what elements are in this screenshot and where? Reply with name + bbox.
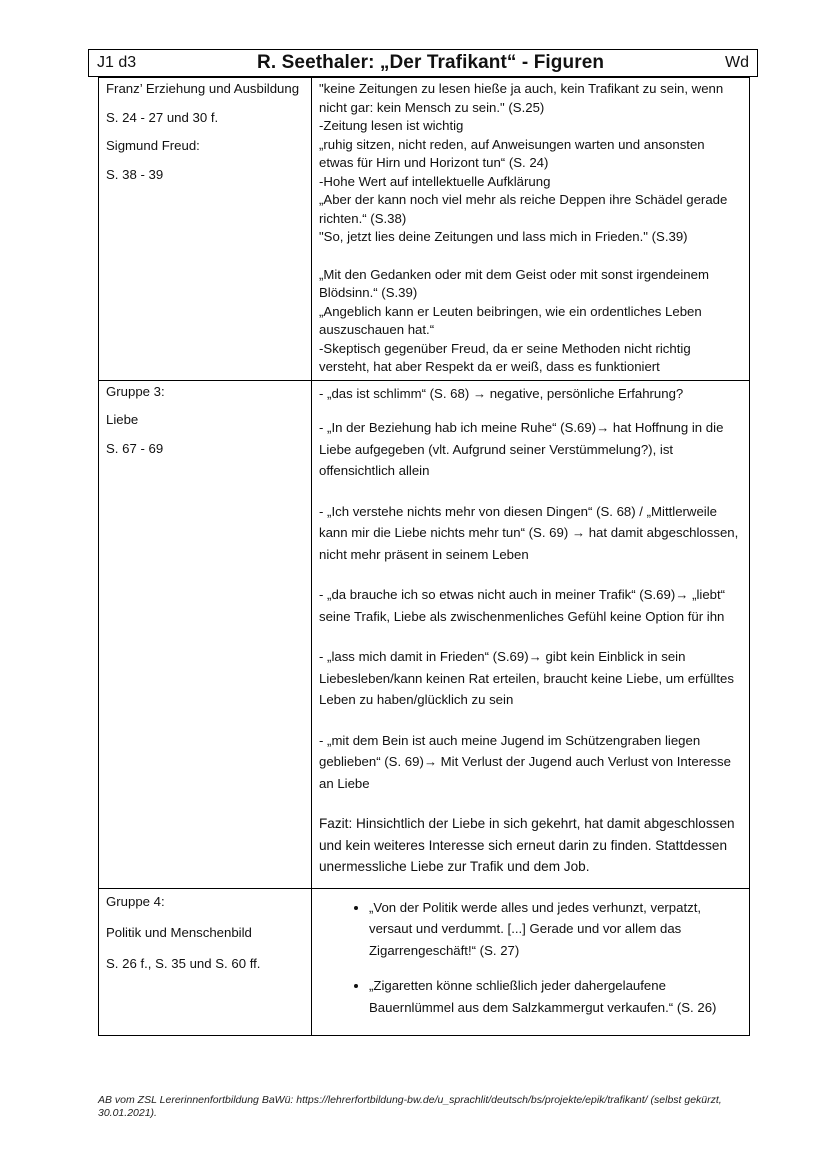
- conclusion-text: Fazit: Hinsichtlich der Liebe in sich gekehrt, hat damit abgeschlossen und kein weiteres Interesse sich erneut darin zu finden. Stattdessen unermessliche Liebe zur Trafik und dem Job.: [319, 816, 735, 874]
- topic-pages: S. 38 - 39: [106, 166, 164, 182]
- list-item: • „Zigaretten könne schließlich jeder dahergelaufene Bauernlümmel aus dem Salzkammergut verkaufen.“ (S. 26): [369, 975, 742, 1018]
- row-topic: [99, 78, 312, 381]
- topic-title: Sigmund Freud:: [106, 138, 200, 153]
- note-line: "keine Zeitungen zu lesen hieße ja auch, kein Trafikant zu sein, wenn nicht gar: kein Mensch zu sein." (S.25): [319, 81, 724, 115]
- table-row: [99, 78, 750, 381]
- course-code: J1 d3: [97, 54, 137, 71]
- note-line: „Aber der kann noch viel mehr als reiche Deppen ihre Schädel gerade richten.“ (S.38): [319, 192, 728, 226]
- table-row: [99, 380, 750, 888]
- note-line: "So, jetzt lies deine Zeitungen und lass mich in Frieden." (S.39): [319, 229, 688, 244]
- note-line: -Skeptisch gegenüber Freud, da er seine Methoden nicht richtig versteht, hat aber Respekt da er weiß, dass es funktioniert: [319, 340, 691, 374]
- page-title: R. Seethaler: „Der Trafikant“ - Figuren: [257, 52, 605, 73]
- row-topic: [99, 888, 312, 1036]
- list-item: • „Von der Politik werde alles und jedes verhunzt, verpatzt, versaut und verdummt. [...] Gerade und vor allem das Zigarrengeschäft!“ (S. 27): [369, 897, 742, 962]
- note-line: „ruhig sitzen, nicht reden, auf Anweisungen warten und ansonsten etwas für Hirn und Horizont tun“ (S. 24): [319, 136, 705, 170]
- note-line: - „In der Beziehung hab ich meine Ruhe“ (S.69)→ hat Hoffnung in die Liebe aufgegeben (vlt. Aufgrund seiner Verstümmelung?), ist offensichtlich allein: [319, 420, 724, 478]
- row-topic: [99, 380, 312, 888]
- row-notes: [312, 78, 750, 381]
- row-notes: [312, 380, 750, 888]
- topic-title: Politik und Menschenbild: [106, 924, 252, 940]
- note-line: - „Ich verstehe nichts mehr von diesen Dingen“ (S. 68) / „Mittlerweile kann mir die Liebe nichts mehr tun“ (S. 69) → hat damit abgeschlossen, nicht mehr präsent in seinem Leben: [319, 503, 739, 562]
- quote-list: [319, 897, 742, 1019]
- topic-title: Franz’ Erziehung und Ausbildung: [106, 81, 300, 96]
- topic-pages: S. 26 f., S. 35 und S. 60 ff.: [106, 955, 261, 971]
- topic-title: Liebe: [106, 412, 139, 427]
- topic-pages: S. 24 - 27 und 30 f.: [106, 109, 219, 125]
- note-line: - „da brauche ich so etwas nicht auch in meiner Trafik“ (S.69)→ „liebt“ seine Trafik, Liebe als zwischenmenliches Gefühl keine Option für ihn: [319, 587, 726, 624]
- row-notes: [312, 888, 750, 1036]
- author-initials: Wd: [725, 54, 749, 71]
- source-footer: AB vom ZSL Lererinnenfortbildung BaWü: https://lehrerfortbildung-bw.de/u_sprachlit/deutsch/bs/projekte/epik/trafikant/ (selbst gekürzt, 30.01.2021).: [98, 1094, 722, 1119]
- note-line: - „mit dem Bein ist auch meine Jugend im Schützengraben liegen geblieben“ (S. 69)→ Mit Verlust der Jugend auch Verlust von Interesse an Liebe: [319, 732, 731, 791]
- document-header: [88, 49, 758, 77]
- note-line: - „lass mich damit in Frieden“ (S.69)→ gibt kein Einblick in sein Liebesleben/kann keinen Rat erteilen, braucht keine Liebe, um erfülltes Leben zu haben/glücklich zu sein: [319, 649, 734, 707]
- note-line: - „das ist schlimm“ (S. 68) → negative, persönliche Erfahrung?: [319, 385, 684, 401]
- note-line: „Angeblich kann er Leuten beibringen, wie ein ordentliches Leben auszuschauen hat.“: [319, 303, 702, 337]
- figures-table: [98, 77, 750, 1036]
- table-row: [99, 888, 750, 1036]
- group-label: Gruppe 4:: [106, 893, 165, 909]
- group-label: Gruppe 3:: [106, 383, 165, 399]
- note-line: -Zeitung lesen ist wichtig: [319, 118, 464, 133]
- note-line: -Hohe Wert auf intellektuelle Aufklärung: [319, 173, 551, 189]
- note-line: „Mit den Gedanken oder mit dem Geist oder mit sonst irgendeinem Blödsinn.“ (S.39): [319, 266, 709, 300]
- topic-pages: S. 67 - 69: [106, 440, 164, 456]
